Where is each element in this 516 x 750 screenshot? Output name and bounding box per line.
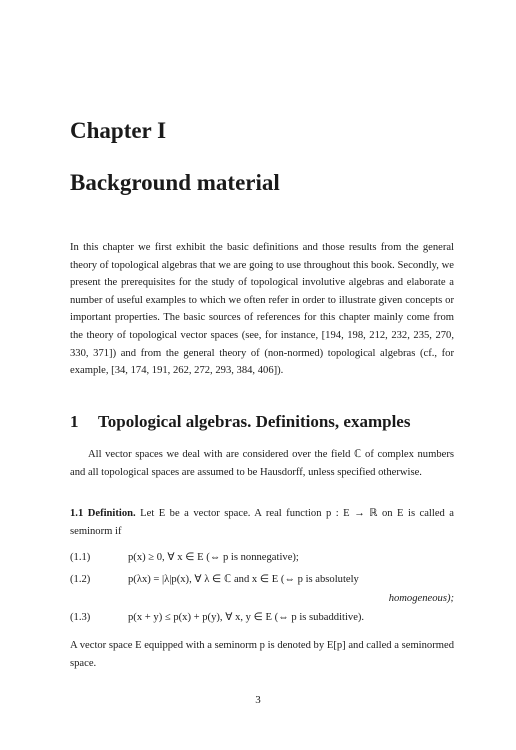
equation-body: p(x) ≥ 0, ∀ x ∈ E (⇔ p is nonnegative);: [128, 552, 299, 563]
equation-body: p(λx) = |λ|p(x), ∀ λ ∈ ℂ and x ∈ E (⇔ p is absolutely: [128, 574, 359, 585]
closing-paragraph: A vector space E equipped with a seminorm p is denoted by E[p] and called a seminormed space.: [70, 640, 454, 669]
equation-1-2: [70, 571, 454, 588]
chapter-title: Background material: [70, 170, 280, 195]
equation-1-3: [70, 609, 454, 626]
definition-text: Let E be a vector space. A real function p : E → ℝ on E is called a seminorm if: [70, 508, 454, 537]
equation-body: p(x + y) ≤ p(x) + p(y), ∀ x, y ∈ E (⇔ p is subadditive).: [128, 612, 365, 623]
equation-tag: (1.3): [70, 612, 91, 623]
section-number: 1: [70, 412, 79, 431]
intro-paragraph: In this chapter we first exhibit the basic definitions and those results from the general theory of topological algebras that we are going to use throughout this book. Secondly, we present the prerequisites for the study of topological involutive algebras and elaborate a number of useful examples to which we often refer in order to illustrate given concepts or important properties. The basic sources of references for this chapter mainly come from the theory of topological vector spaces (see, for instance, [194, 198, 212, 232, 235, 270, 330, 371]) and from the general theory of (non-normed) topological algebras (cf., for example, [34, 174, 191, 262, 272, 293, 384, 406]).: [70, 242, 454, 377]
equation-1-1: [70, 549, 454, 566]
equation-continuation: homogeneous);: [388, 593, 454, 604]
equation-1-2-continuation: [70, 590, 454, 607]
section-title: Topological algebras. Definitions, examples: [98, 412, 411, 431]
section-heading: [70, 412, 410, 432]
section-paragraph: All vector spaces we deal with are considered over the field ℂ of complex numbers and all topological spaces are assumed to be Hausdorff, unless specified otherwise.: [70, 449, 454, 478]
page-number: 3: [255, 694, 261, 706]
chapter-label: Chapter I: [70, 118, 167, 143]
definition-label: 1.1 Definition.: [70, 508, 136, 519]
equation-tag: (1.2): [70, 574, 91, 585]
definition-block: [70, 505, 454, 540]
equation-tag: (1.1): [70, 552, 91, 563]
